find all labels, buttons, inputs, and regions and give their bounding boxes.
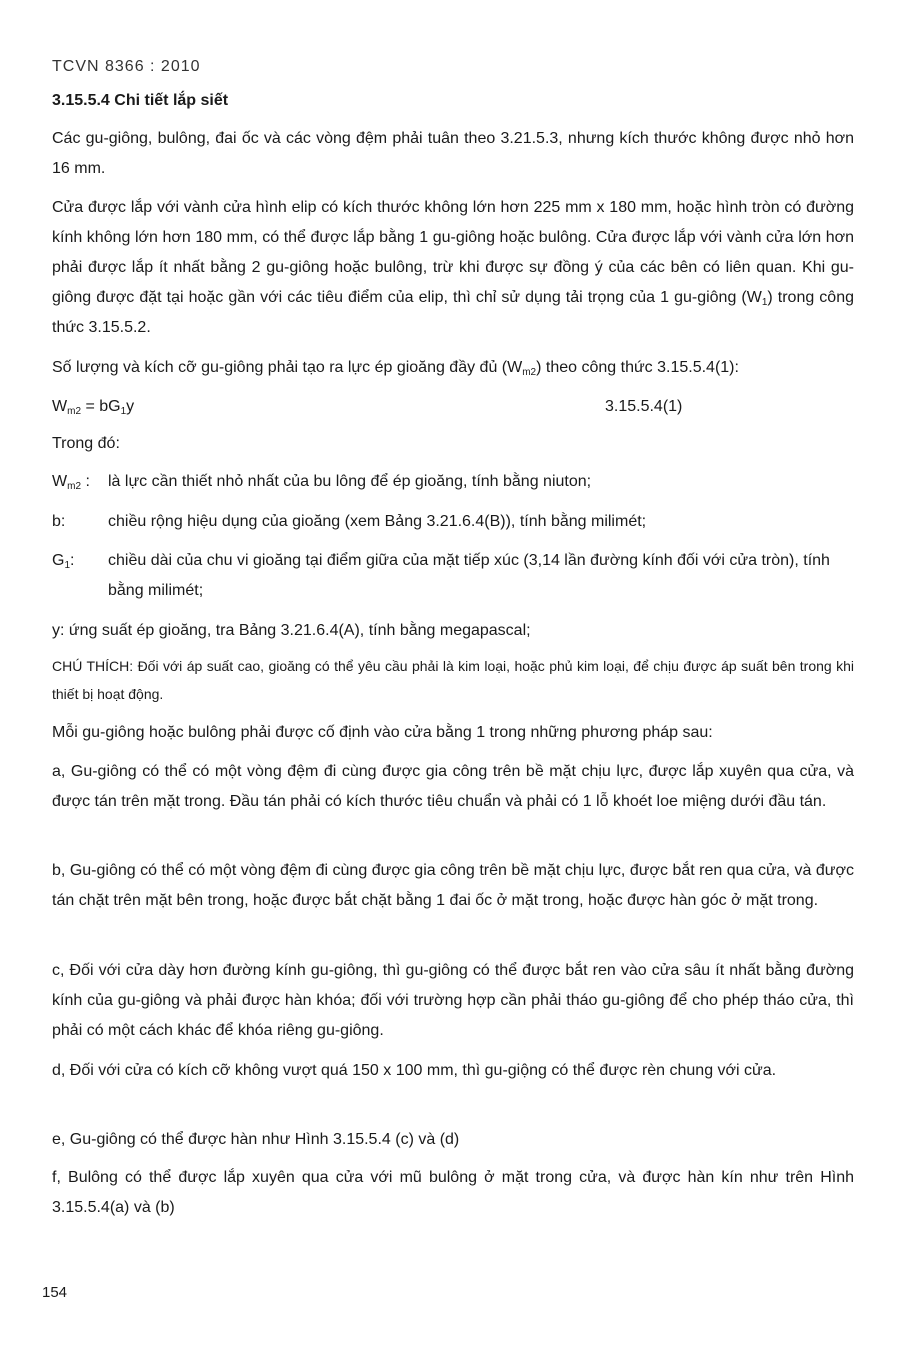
method-e: e, Gu-giông có thể được hàn như Hình 3.15.5.4 (c) và (d) [52,1131,460,1148]
definition-y: y: ứng suất ép gioăng, tra Bảng 3.21.6.4(A), tính bằng megapascal; [52,622,531,639]
paragraph-1: Các gu-giông, bulông, đai ốc và các vòng đệm phải tuân theo 3.21.5.3, nhưng kích thước không được nhỏ hơn 16 mm. [52,130,854,177]
method-b: b, Gu-giông có thể có một vòng đệm đi cùng được gia công trên bề mặt chịu lực, được bắt ren qua cửa, và được tán chặt trên mặt bên trong, hoặc được bắt chặt bằng 1 đai ốc ở mặt trong, hoặc được hàn góc ở mặt trong. [52,862,854,909]
method-a: a, Gu-giông có thể có một vòng đệm đi cùng được gia công trên bề mặt chịu lực, được lắp xuyên qua cửa, và được tán trên mặt trong. Đầu tán phải có kích thước tiêu chuẩn và phải có 1 lỗ khoét loe miệng dưới đầu tán. [52,763,854,810]
definition-term: $G_1$: [52,552,75,571]
paragraph-2: Cửa được lắp với vành cửa hình elip có kích thước không lớn hơn 225 mm x 180 mm, hoặc hình tròn có đường kính không lớn hơn 180 mm, có thể được lắp bằng 1 gu-giông hoặc bulông. Cửa được lắp với vành cửa lớn hơn phải được lắp ít nhất bằng 2 gu-giông hoặc bulông, trừ khi được sự đồng ý của các bên có liên quan. Khi gu-giông được đặt tại hoặc gần với các tiêu điểm của elip, thì chỉ sử dụng tải trọng của 1 gu-giông $(W_1)$ trong công thức 3.15.5.2. [52,199,854,336]
equation-lhs: W [52,398,68,415]
definition-desc: là lực cần thiết nhỏ nhất của bu lông để ép gioăng, tính bằng niuton; [108,473,592,490]
equation: $W_{m2} = bG_1y$ 3.15.5.4(1) [52,392,854,422]
equation-number: 3.15.5.4(1) [605,398,683,415]
paragraph-3: Số lượng và kích cỡ gu-giông phải tạo ra lực ép gioăng đầy đủ $(W_{m2})$ theo công thức 3.15.5.4(1): [52,359,739,378]
definition-g1 [52,546,854,606]
definition-b [52,507,854,537]
page-number: 154 [42,1284,68,1301]
section-title: 3.15.5.4 Chi tiết lắp siết [52,92,229,109]
where-label: Trong đó: [52,435,120,452]
note: CHÚ THÍCH: Đối với áp suất cao, gioăng có thể yêu cầu phải là kim loại, hoặc phủ kim loại, để chịu được áp suất bên trong khi thiết bị hoạt động. [52,658,854,702]
method-f: f, Bulông có thể được lắp xuyên qua cửa với mũ bulông ở mặt trong cửa, và được hàn kín như trên Hình 3.15.5.4(a) và (b) [52,1169,854,1216]
methods-intro: Mỗi gu-giông hoặc bulông phải được cố định vào cửa bằng 1 trong những phương pháp sau: [52,724,713,741]
definition-wm2 [52,467,854,497]
method-c: c, Đối với cửa dày hơn đường kính gu-giông, thì gu-giông có thể được bắt ren vào cửa sâu ít nhất bằng đường kính của gu-giông và phải được hàn khóa; đối với trường hợp cần phải tháo gu-giông để cho phép tháo cửa, thì phải có một cách khác để khóa riêng gu-giông. [52,962,854,1039]
standard-header: TCVN 8366 : 2010 [52,58,201,75]
method-d: d, Đối với cửa có kích cỡ không vượt quá 150 x 100 mm, thì gu-giộng có thể được rèn chung với cửa. [52,1062,777,1079]
definition-term: $W_{m2}$ : [52,473,90,492]
definition-term: b: [52,513,66,530]
definition-desc: chiều rộng hiệu dụng của gioăng (xem Bảng 3.21.6.4(B)), tính bằng milimét; [108,513,647,530]
definition-desc: chiều dài của chu vi gioăng tại điểm giữa của mặt tiếp xúc (3,14 lần đường kính đối với cửa tròn), tính bằng milimét; [108,552,830,599]
